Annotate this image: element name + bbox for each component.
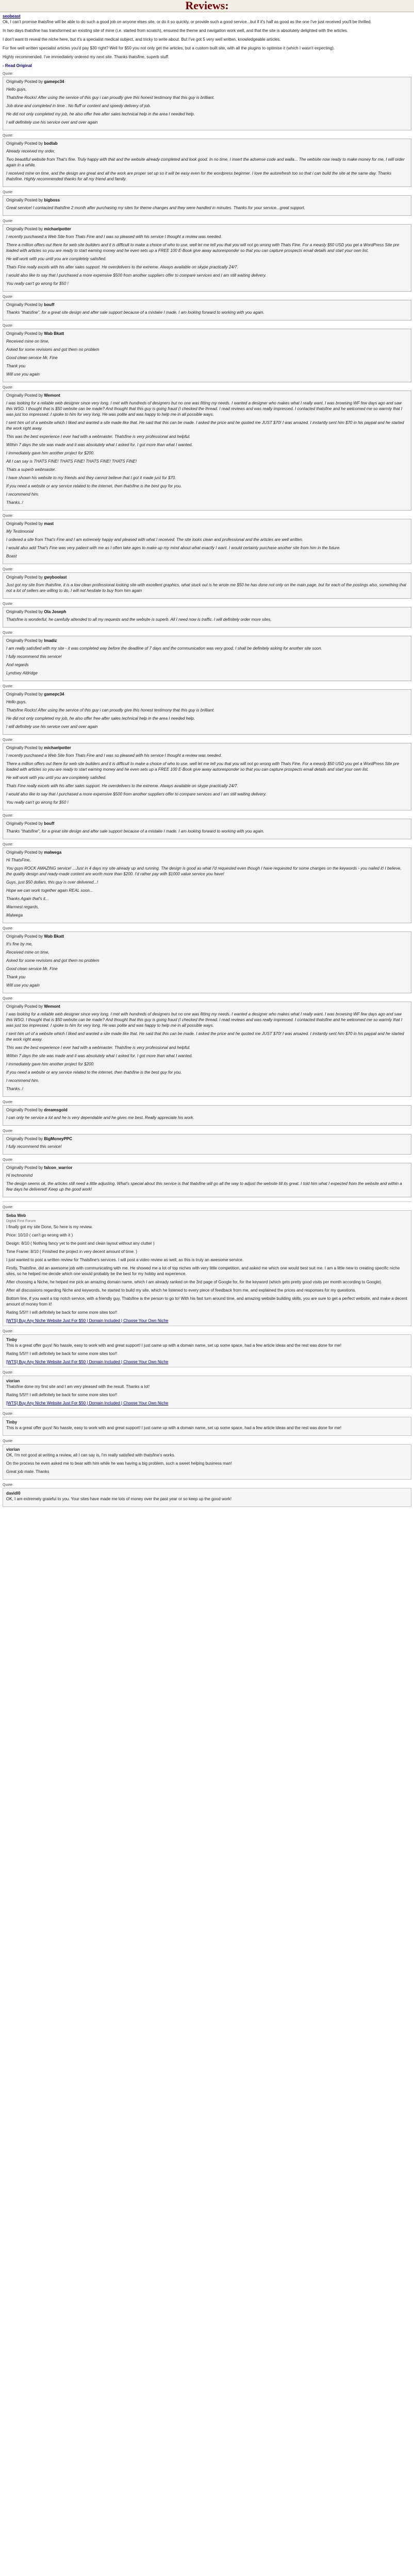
- quote-box: [3, 300, 411, 320]
- review-paragraph: I just wanted to post a written review for Thatsfine's services. I will post a video review as well, as this is truly an awesome service.: [6, 1258, 244, 1262]
- divider: [3, 1201, 411, 1202]
- quote-box: [3, 607, 411, 628]
- quote-author-name[interactable]: bouff: [44, 302, 55, 307]
- quote-paragraph: I was looking for a reliable web designer since very long. I met with hundreds of designers but no one was fitting my needs. I wanted a designer who makes what I really want. I was browsing WF few days ago and saw this WSO. I thought that is $50 website can be made? And thought that this guy is going fraud (I checked the thread. I read reviews and was really impressed. I contacted thatsfine and he welcomed me so warmly that I was just too impressed. I spoke to him for very long. He was polite and was happy to help me in all possible ways.: [6, 401, 403, 417]
- quote-label: Quote:: [3, 927, 14, 930]
- quote-author: Originally Posted by Wab Bkatt: [6, 331, 64, 336]
- review-author[interactable]: viorian: [6, 1447, 20, 1452]
- review-offer-link[interactable]: [WTS] Buy Any Niche Website Just For $50 | Domain Included | Choose Your Own Niche: [6, 1360, 169, 1364]
- quote-paragraph: Thanks..!: [6, 1087, 23, 1091]
- quote-box: [3, 519, 411, 564]
- intro-paragraph: In two days thatsfine has transformed an existing site of mine (i.e. started from scratch), ensured the theme and navigation work well, and that the site is absolutely delighted with the articles.: [3, 28, 349, 33]
- review-links: [6, 1318, 408, 1324]
- quote-paragraph: I recently purchased a Web Site from Thats Fine and I was so pleased with his service I thought a review was needed.: [6, 753, 222, 758]
- quote-box: [3, 1163, 411, 1197]
- quote-paragraph: If you need a website or any service related to the internet, then thatsfine is the best guy for you.: [6, 1070, 182, 1075]
- quote-paragraph: Great service! I contacted thatsfine 2 month after purchasing my sites for theme changes and they were handled in minutes. Thanks for your service...great support.: [6, 206, 305, 210]
- quote-box: [3, 636, 411, 681]
- quote-label: Quote:: [3, 568, 14, 571]
- review-meta: Digital First Forum: [6, 1219, 36, 1223]
- quote-box: [3, 329, 411, 382]
- quote-box: [3, 391, 411, 511]
- review-links: [6, 1359, 408, 1365]
- quote-paragraph: Good clean service Mr. Fine: [6, 355, 58, 360]
- quote-author-name[interactable]: gamepc34: [44, 79, 64, 84]
- quote-paragraph: Asked for some revisions and got them no problem: [6, 347, 100, 352]
- review-paragraph: This is a great offer guys! No hassle, easy to work with and great support! I just came up with a domain name, set up some space, had a few article ideas and the rest was done for me!: [6, 1426, 341, 1430]
- quote-paragraph: The design seems ok, the articles still need a little adjusting. What's special about this service is that thatsfine will go all the way to adjust the website till its great. I told him what I expected from the website and within a few days he delivered! Keep up the good work!: [6, 1181, 402, 1192]
- review-paragraph: Great job mate. Thanks: [6, 1469, 49, 1474]
- quote-paragraph: I was looking for a reliable web designer since very long. I met with hundreds of designers but no one was fitting my needs. I wanted a designer who makes what I really want. I was browsing WF few days ago and saw this WSO. I thought that is $50 website can be made? And thought that this guy is going fraud (I checked the thread. I read reviews and was really impressed. I contacted thatsfine and he welcomed me so warmly that I was just too impressed. I spoke to him for very long. He was polite and was happy to help me in all possible ways.: [6, 1012, 403, 1028]
- quote-paragraph: Job done and completed in time . No fluff or content and speedy delivery of job.: [6, 104, 151, 108]
- review-card: [3, 1417, 411, 1436]
- quote-author: Originally Posted by lmadiz: [6, 638, 57, 643]
- intro-paragraph: Ok, I can't promise thatsfine will be able to do such a good job on anyone elses site, or do it so quickly, or provide such a good service...but if it's half as good as the one I've just received you'll be thrilled.: [3, 20, 372, 24]
- quote-paragraph: Good clean service Mr. Fine: [6, 967, 58, 971]
- quote-paragraph: Boast: [6, 554, 17, 558]
- quote-paragraph: You really can't go wrong for $50 !: [6, 800, 69, 805]
- quote-paragraph: Just got my site from thatsfine, it is a low clean professional looking site with excellent graphics, what stuck out is he wrote me $50 he has done not only on the main page, but for each of the postings also, something that not a lot of sellers are willing to do, I will not hesitate to buy from him again: [6, 583, 406, 593]
- quote-author: Originally Posted by gamepc34: [6, 692, 64, 697]
- quote-paragraph: Received mine on time,: [6, 339, 49, 344]
- quote-paragraph: I immediately gave him another project for $200.: [6, 1062, 95, 1066]
- quote-author-name[interactable]: malwega: [44, 850, 62, 855]
- quote-box: [3, 224, 411, 292]
- quote-box: [3, 195, 411, 216]
- quote-paragraph: Malwega: [6, 913, 23, 918]
- intro-paragraph: For five well written specialist articles you'd pay $30 right? Well for $50 you not only get the articles, but a custom built site, with all the plugins to optimise it (which I wasn't expecting).: [3, 46, 335, 50]
- quote-paragraph: Within 7 days the site was made and it was absolutely what I asked for. I got more than what I wanted.: [6, 1054, 193, 1058]
- quote-paragraph: Thatsfine Rocks! After using the service of this guy i can proudly give this honest testimony that this guy is brilliant.: [6, 95, 215, 100]
- quote-paragraph: Hi technomind: [6, 1173, 33, 1178]
- review-paragraph: Rating 5/5!!! I will definitely be back for some more sites too!!: [6, 1393, 118, 1397]
- review-paragraph: Rating 5/5!!! I will definitely be back for some more sites too!!: [6, 1351, 118, 1356]
- quote-paragraph: Thats Fine really excels with his after sales support. He overdelivers to the extreme. Always available on skype practically 24/7.: [6, 265, 238, 269]
- quote-box: [3, 1105, 411, 1126]
- quote-label: Quote:: [3, 814, 14, 818]
- quote-label: Quote:: [3, 295, 14, 299]
- review-paragraph: On the process he even asked me to bear with him while he was having a big problem, such a sweet helping business man!: [6, 1461, 233, 1466]
- quote-paragraph: He will work with you until you are completely satisfied.: [6, 775, 107, 780]
- quote-author-name[interactable]: Wab Bkatt: [44, 934, 64, 939]
- quote-author-name[interactable]: Ola Joseph: [44, 609, 67, 614]
- quote-paragraph: Hello guys,: [6, 87, 27, 92]
- quote-box: [3, 931, 411, 993]
- review-paragraph: Firstly, Thatsfine, did an awesome job with communicating with me. He showed me a lot of top niches with very little competition, and asked me which one would best suit me. I am a little new to creating specific niche sites, so he helped me decide which one would probably be the best for my hobby and experience.: [6, 1266, 400, 1276]
- quote-paragraph: Thanks Again that's it...: [6, 896, 49, 901]
- quote-box: [3, 1002, 411, 1097]
- quote-label: Quote:: [3, 1129, 14, 1133]
- quote-author-name[interactable]: bigboss: [44, 198, 60, 202]
- quote-paragraph: Thanks "thatsfine", for a great site design and after sale support because of a mistake I made. I am looking forward to working with you again.: [6, 829, 264, 834]
- quote-paragraph: Hope we can work together again REAL soon...: [6, 888, 93, 893]
- quote-box: [3, 689, 411, 735]
- quote-paragraph: There a million offers out there for web site builders and it is difficult to make a choice of who to use, well let me tell you that you will not go wrong with Thats Fine. For a measly $50 USD you get a WordPress Site pre loaded with articles so you are ready to start earning money and he even sets up a FREE 100 E-Book give away autoresponder so that you can capture prospects email details and start your own list.: [6, 761, 400, 772]
- quote-label: Quote:: [3, 191, 14, 194]
- header-bar: [0, 0, 414, 12]
- intro: [3, 13, 411, 69]
- quote-label: Quote:: [3, 1439, 14, 1443]
- quote-paragraph: I will definitely use his service over and over again: [6, 120, 98, 125]
- review-author[interactable]: viorian: [6, 1379, 20, 1383]
- quote-paragraph: I will definitely use his service over and over again: [6, 724, 98, 729]
- quote-box: [3, 572, 411, 599]
- quote-label: Quote:: [3, 738, 14, 742]
- quote-paragraph: Guys, just $50 dollars, this guy is over delivered...!: [6, 880, 98, 885]
- quote-label: Quote:: [3, 685, 14, 688]
- quote-label: Quote:: [3, 134, 14, 138]
- reviews-list: [3, 1205, 411, 1507]
- intro-user-link[interactable]: seobeast: [3, 14, 21, 19]
- quote-author-name[interactable]: michaelpotter: [44, 227, 71, 231]
- quote-box: [3, 1134, 411, 1155]
- review-paragraph: Bottom line, if you want a top notch service, with a friendly guy, Thatsfine is the person to go to! With his fast turn around time, and amazing website building skills, you are sure to get a perfect website, and make a decent amount of money from it!: [6, 1296, 407, 1307]
- quote-label: Quote:: [3, 843, 14, 846]
- quote-paragraph: Thank you: [6, 975, 26, 979]
- quote-label: Quote:: [3, 72, 14, 76]
- review-links: [6, 1400, 408, 1406]
- quote-author-name[interactable]: lmadiz: [44, 638, 57, 643]
- quote-author: Originally Posted by gamepc34: [6, 79, 64, 84]
- quote-paragraph: This was the best experience I ever had with a webmaster. Thatsfine is very professional and helpful.: [6, 1045, 191, 1050]
- content: [3, 13, 411, 1509]
- quote-paragraph: All I can say is THATS FINE! THATS FINE! THATS FINE! THATS FINE!: [6, 459, 137, 464]
- quote-label: Quote:: [3, 1330, 14, 1333]
- quote-paragraph: Already received my order,: [6, 149, 56, 154]
- quote-label: Quote:: [3, 514, 14, 518]
- intro-paragraph: Highly recommended. I've immediately ordered my next site. Thanks thatsfine, superb stuff.: [3, 55, 170, 59]
- quote-label: Quote:: [3, 1483, 14, 1487]
- quote-paragraph: I recommend him.: [6, 1078, 40, 1083]
- quote-paragraph: I can only he service a lot and he is very dependable and he gives me best. Really appreciate his work.: [6, 1115, 194, 1120]
- quote-author-name[interactable]: gwyboolast: [44, 575, 67, 580]
- quote-label: Quote:: [3, 1100, 14, 1104]
- review-card: [3, 1488, 411, 1507]
- review-offer-link[interactable]: [WTS] Buy Any Niche Website Just For $50 | Domain Included | Choose Your Own Niche: [6, 1401, 169, 1405]
- quote-paragraph: You guys ROCK AMAZING service! ...Just in 4 days my site already up and running. The design is good as what I'd requested even though I have requested for some changes on the keywords - you nailed it! I believe, the quality design and ready-made content are worth more than $200. I'd rather pay with $1000 value service you have!: [6, 866, 402, 876]
- quote-paragraph: I have shown his website to my friends and they cannot believe that I got it made just for $70.: [6, 476, 176, 480]
- quote-paragraph: It's fine by me,: [6, 942, 33, 946]
- quote-paragraph: Thanks "thatsfine", for a great site design and after sale support because of a mistake I made. I am looking forward to working with you again.: [6, 310, 264, 315]
- quote-author-name[interactable]: bodlab: [44, 141, 58, 146]
- review-card: [3, 1210, 411, 1326]
- quote-paragraph: I received mine on time, and the design are great and all the work are proper set up so it will be easy even for the wordpress beginner. I love the autorefresh too so that i can build the site at the same day. Thanks thatsfine. Highly recommended thanks for all my friend and family.: [6, 171, 392, 181]
- quote-paragraph: Two beautiful website from That's fine. Truly happy with that and the website already completed and look good. In no time, I insert the adsense code and walla... The website now ready to make money for me, I will order again in a while.: [6, 157, 405, 167]
- review-paragraph: Thatsfine done my first site and I am very pleased with the result. Thanks a lot!: [6, 1384, 150, 1389]
- quote-paragraph: Thats a superb webmaster.: [6, 467, 56, 472]
- quote-box: [3, 77, 411, 130]
- review-paragraph: Time Frame: 8/10 ( Finished the project in very decent amount of time. ): [6, 1249, 138, 1254]
- quote-paragraph: I recently purchased a Web Site from Thats Fine and I was so pleased with his service I thought a review was needed.: [6, 234, 222, 239]
- quote-author: Originally Posted by gwyboolast: [6, 575, 67, 580]
- quote-paragraph: Within 7 days the site was made and it was absolutely what I asked for. I got more than what I wanted.: [6, 443, 193, 447]
- review-paragraph: I finally got my site Done, So here is my review.: [6, 1225, 93, 1229]
- quote-paragraph: I am really satisfied with my site - it was completed way before the deadline of 7 days and the communication was very good. I shall be definitely asking for another site soon.: [6, 646, 322, 651]
- quote-label: Quote:: [3, 1158, 14, 1162]
- review-offer-link[interactable]: [WTS] Buy Any Niche Website Just For $50 | Domain Included | Choose Your Own Niche: [6, 1318, 169, 1323]
- quote-author-name[interactable]: Wemont: [44, 1004, 60, 1009]
- intro-paragraphs: [3, 19, 411, 60]
- quote-author: Originally Posted by malwega: [6, 850, 62, 855]
- quote-author-name[interactable]: gamepc34: [44, 692, 64, 697]
- review-card: [3, 1334, 411, 1367]
- quote-paragraph: You really can't go wrong for $50 !: [6, 281, 69, 286]
- quote-paragraph: Thanks..!: [6, 500, 23, 505]
- quote-box: [3, 848, 411, 923]
- quote-author: Originally Posted by Ola Joseph: [6, 609, 67, 614]
- review-paragraph: After all discussions regarding Niche and keywords, he started to build my site, which he listened to every piece of feedback from me, and explained the prices and responses for my questions.: [6, 1288, 356, 1293]
- quotes-list: [3, 72, 411, 1197]
- review-card: [3, 1376, 411, 1409]
- quote-author-name[interactable]: Wemont: [44, 393, 60, 398]
- intro-paragraph: I don't want to reveal the niche here, but it's a specialist medical subject, and tricky to write about. But I've got 5 very well written, knowledgeable articles.: [3, 37, 281, 42]
- quote-paragraph: I immediately gave him another project for $200.: [6, 451, 95, 455]
- quote-label: Quote:: [3, 631, 14, 635]
- quote-paragraph: My Testimonial: [6, 529, 34, 534]
- quote-paragraph: Thats Fine really excels with his after sales support. He overdelivers to the extreme. Always available on skype practically 24/7.: [6, 784, 238, 788]
- quote-box: [3, 743, 411, 810]
- quote-paragraph: I would also like to say that I purchased a more expensive $500 from another suppliers offer to compare services and I am still waiting delivery.: [6, 792, 267, 796]
- quote-paragraph: And regards: [6, 663, 29, 667]
- review-author[interactable]: davidl0: [6, 1491, 21, 1496]
- quote-author-name[interactable]: bouff: [44, 821, 55, 826]
- quote-paragraph: I would also like to say that I purchased a more expensive $500 from another suppliers offer to compare services and I am still waiting delivery.: [6, 273, 267, 278]
- quote-paragraph: Lyndsey Aldridge: [6, 671, 38, 675]
- quote-author-name[interactable]: Wab Bkatt: [44, 331, 64, 336]
- quote-paragraph: If you need a website or any service related to the internet, then thatsfine is the best guy for you.: [6, 484, 182, 488]
- quote-label: Quote:: [3, 1206, 14, 1209]
- quote-author-name[interactable]: michaelpotter: [44, 745, 71, 750]
- review-author[interactable]: Seba Web: [6, 1213, 26, 1218]
- quote-paragraph: Warmest regards,: [6, 905, 39, 909]
- quote-author: Originally Posted by michaelpotter: [6, 745, 71, 750]
- quote-paragraph: I sent him url of a website which I liked and wanted a site made like that. He said that this can be made. I asked the price and he quoted me JUST $70! I was amazed. I instantly sent him $70 in his paypal and he started the work right away.: [6, 420, 404, 431]
- quote-label: Quote:: [3, 219, 14, 223]
- quote-paragraph: I ordered a site from That's Fine and I am extremely happy and pleased with what I received. The site looks clean and professional and the articles are well written.: [6, 537, 304, 542]
- quote-label: Quote:: [3, 1371, 14, 1375]
- quote-author: Originally Posted by dreamsgold: [6, 1108, 68, 1112]
- quote-paragraph: He will work with you until you are completely satisfied.: [6, 257, 107, 261]
- quote-author-name[interactable]: BigMoneyPPC: [44, 1137, 73, 1141]
- page-title: Reviews:: [185, 0, 229, 12]
- quote-paragraph: I fully recommend this service!: [6, 1144, 62, 1149]
- quote-paragraph: Will use you again: [6, 372, 40, 377]
- quote-author: Originally Posted by bouff: [6, 302, 55, 307]
- quote-label: Quote:: [3, 602, 14, 606]
- review-paragraph: Design: 8/10 ( Nothing fancy yet to the point and clean layout without any clutter ): [6, 1241, 155, 1246]
- quote-author: Originally Posted by bodlab: [6, 141, 58, 146]
- quote-author: Originally Posted by falcon_warrior: [6, 1165, 73, 1170]
- quote-author: Originally Posted by mast: [6, 521, 54, 526]
- quote-label: Quote:: [3, 1412, 14, 1416]
- review-paragraph: Rating 5/5!!! I will definitely be back for some more sites too!!: [6, 1310, 118, 1315]
- quote-author: Originally Posted by Wemont: [6, 393, 60, 398]
- quote-paragraph: He did not only completed my job, he also offer free after sales technical help in the area I needed help.: [6, 112, 195, 116]
- review-author[interactable]: Tinby: [6, 1337, 18, 1342]
- quote-paragraph: Hi ThatsFine,: [6, 858, 31, 862]
- quote-author: Originally Posted by michaelpotter: [6, 227, 71, 231]
- quote-box: [3, 819, 411, 839]
- quote-paragraph: This was the best experience I ever had with a webmaster. Thatsfine is very professional and helpful.: [6, 434, 191, 439]
- review-paragraph: This is a great offer guys! No hassle, easy to work with and great support! I just came up with a domain name, set up some space, had a few article ideas and the rest was done for me!: [6, 1343, 341, 1348]
- quote-paragraph: There a million offers out there for web site builders and it is difficult to make a choice of who to use, well let me tell you that you will not go wrong with Thats Fine. For a measly $50 USD you get a WordPress Site pre loaded with articles so you are ready to start earning money and he even sets up a FREE 100 E-Book give away autoresponder so that you can capture prospects email details and start your own list.: [6, 243, 400, 253]
- quote-label: Quote:: [3, 997, 14, 1001]
- quote-author-name[interactable]: dreamsgold: [44, 1108, 68, 1112]
- quote-label: Quote:: [3, 386, 14, 389]
- review-paragraph: After choosing a Niche, he helped me pick an amazing domain name, which I am already ranked on the 3rd page of Google for, for the keyword (which gets pretty good visits per month according to Google).: [6, 1280, 383, 1284]
- review-paragraph: OK, I am extremely grateful to you. Your sites have made me lots of money over the past year or so keep up the good work!: [6, 1497, 232, 1501]
- read-original-link[interactable]: - Read Original: [3, 63, 32, 68]
- quote-author: Originally Posted by bigboss: [6, 198, 60, 202]
- quote-paragraph: I recommend him.: [6, 492, 40, 497]
- quote-author: Originally Posted by bouff: [6, 821, 55, 826]
- quote-paragraph: I sent him url of a website which I liked and wanted a site made like that. He said that this can be made. I asked the price and he quoted me JUST $70! I was amazed. I instantly sent him $70 in his paypal and he started the work right away.: [6, 1031, 404, 1042]
- review-paragraph: Price: 10/10 ( can't go wrong with it ): [6, 1233, 73, 1238]
- quote-paragraph: Asked for some revisions and got them no problem: [6, 958, 100, 963]
- quote-paragraph: He did not only completed my job, he also offer free after sales technical help in the area I needed help.: [6, 716, 195, 721]
- quote-author: Originally Posted by Wab Bkatt: [6, 934, 64, 939]
- review-author[interactable]: Tinby: [6, 1420, 18, 1425]
- review-card: [3, 1444, 411, 1480]
- quote-paragraph: Thatsfine Rocks! After using the service of this guy i can proudly give this honest testimony that this guy is brilliant.: [6, 708, 215, 713]
- quote-author: Originally Posted by Wemont: [6, 1004, 60, 1009]
- quote-paragraph: I fully recommend this service!: [6, 654, 62, 659]
- quote-label: Quote:: [3, 324, 14, 328]
- quote-paragraph: Thank you: [6, 364, 26, 368]
- quote-author-name[interactable]: mast: [44, 521, 54, 526]
- quote-paragraph: Thatsfine is wonderful, he carefully attended to all my requests and the website is superb. All I need now is traffic. I will definitely order more sites.: [6, 617, 272, 622]
- review-paragraph: OK, I'm not good at writing a review, all I can say is, I'm really satisfied with thatsfine's works.: [6, 1453, 175, 1458]
- quote-box: [3, 139, 411, 187]
- quote-author: Originally Posted by BigMoneyPPC: [6, 1137, 73, 1141]
- quote-paragraph: Received mine on time,: [6, 950, 49, 955]
- quote-author-name[interactable]: falcon_warrior: [44, 1165, 73, 1170]
- quote-paragraph: Will use you again: [6, 983, 40, 988]
- quote-paragraph: Hello guys,: [6, 700, 27, 704]
- quote-paragraph: I would also add That's Fine was very patient with me as I often take ages to make up my mind about what exactly I want. I would certainly purchase another site from him in the future.: [6, 546, 341, 550]
